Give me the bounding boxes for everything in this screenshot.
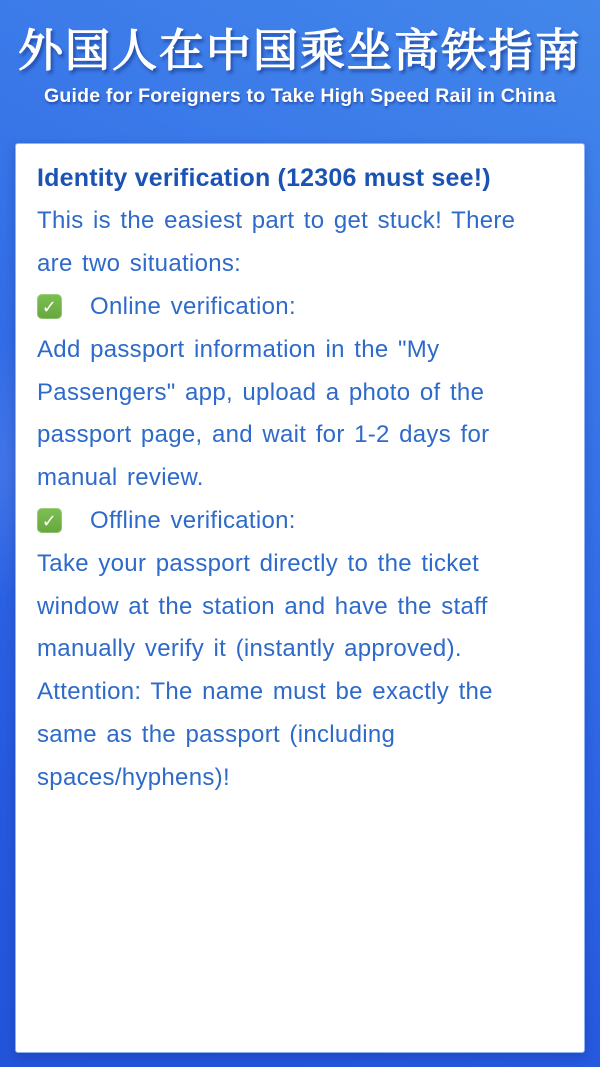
card-line — [37, 414, 563, 457]
header — [0, 0, 600, 108]
card-line — [37, 628, 563, 671]
card-line-text: Offline verification: — [90, 506, 296, 534]
check-icon: ✓ — [37, 294, 62, 319]
card-line-text: are two situations: — [37, 250, 242, 278]
card-line-text: Attention: The name must be exactly the — [37, 678, 493, 706]
card-line — [37, 714, 563, 757]
card-line — [37, 457, 563, 500]
card-line-text: Add passport information in the "My — [37, 335, 440, 363]
card-line-text: manually verify it (instantly approved). — [37, 635, 462, 663]
page-title-chinese: 外国人在中国乘坐高铁指南 — [17, 25, 582, 76]
card-line-text: Take your passport directly to the ticket — [37, 549, 480, 577]
card-body — [37, 200, 563, 799]
content-card — [15, 143, 585, 1053]
card-line-text: manual review. — [37, 464, 204, 492]
card-line-text: spaces/hyphens)! — [37, 763, 230, 791]
card-line — [37, 585, 563, 628]
card-line — [37, 671, 563, 714]
card-line — [37, 328, 563, 371]
card-line — [37, 243, 563, 286]
card-line-text: Passengers" app, upload a photo of the — [37, 378, 485, 406]
card-line-text: window at the station and have the staff — [37, 592, 488, 620]
check-icon: ✓ — [37, 508, 62, 533]
card-line-text: This is the easiest part to get stuck! There — [37, 207, 516, 235]
card-line — [37, 500, 563, 543]
card-line-text: same as the passport (including — [37, 720, 396, 748]
card-title: Identity verification (12306 must see!) — [37, 164, 491, 192]
card-line — [37, 371, 563, 414]
card-line — [37, 542, 563, 585]
card-line — [37, 286, 563, 329]
page-subtitle-english: Guide for Foreigners to Take High Speed Rail in China — [44, 84, 556, 107]
card-line — [37, 200, 563, 243]
card-line-text: passport page, and wait for 1-2 days for — [37, 421, 490, 449]
card-line — [37, 756, 563, 799]
card-line-text: Online verification: — [90, 292, 296, 320]
